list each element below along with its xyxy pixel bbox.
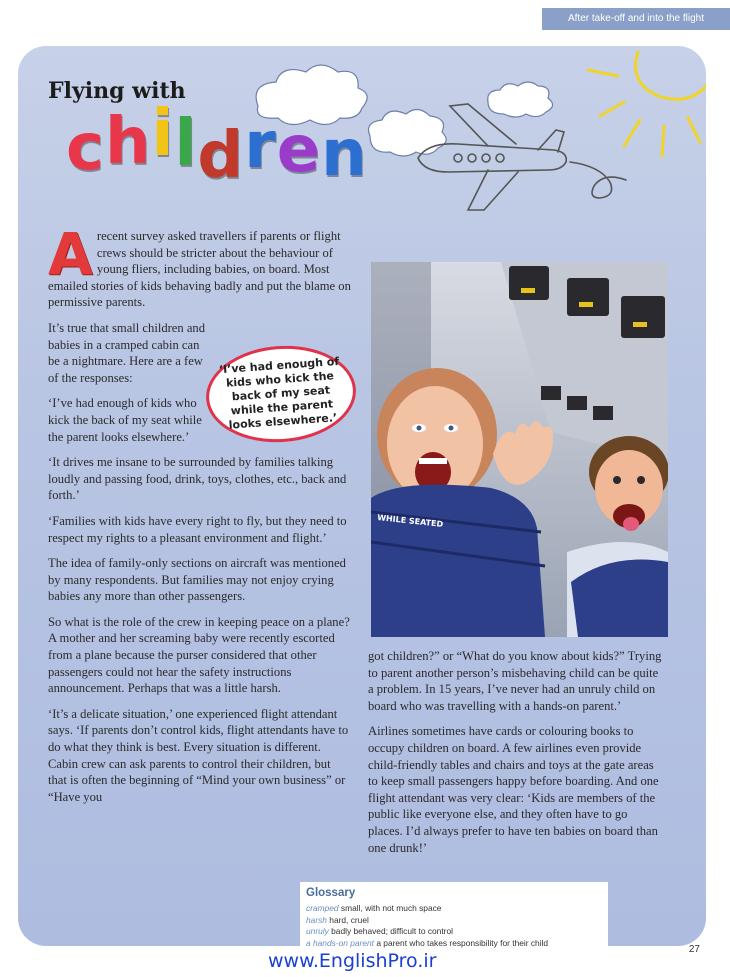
title-letter: r: [244, 109, 277, 183]
glossary-row: [306, 903, 602, 915]
pull-quote: ‘I’ve had enough of kids who kick the back of my seat while the parent looks elsewhere.’: [203, 341, 359, 447]
cloud-icon: [488, 82, 553, 117]
title-letter: n: [321, 117, 368, 191]
glossary-box: [300, 882, 608, 956]
intro-paragraph: [48, 220, 352, 311]
glossary-definition: a parent who takes responsibility for their child: [376, 937, 549, 948]
glossary-row: [306, 915, 602, 927]
sun-icon: [588, 52, 706, 156]
section-tab: After take-off and into the flight: [542, 8, 730, 30]
glossary-definition: hard, cruel: [329, 914, 369, 925]
article-right-column: [368, 648, 662, 865]
title-letter: d: [197, 119, 245, 193]
seat-text: WHILE SEATED: [376, 513, 444, 529]
paragraph-4: ‘It drives me insane to be surrounded by families talking loudly and passing food, drink, toys, clothes, etc., back and forth.’: [48, 455, 347, 503]
title-letter: l: [174, 107, 198, 181]
title-letter: e: [276, 113, 322, 187]
title-letter: c: [66, 111, 105, 185]
watermark-link[interactable]: www.EnglishPro.ir: [268, 950, 437, 972]
glossary-row: [306, 926, 602, 938]
paragraph-3: ‘I’ve had enough of kids who kick the back of my seat while the parent looks elsewhere.’: [48, 396, 202, 444]
page-number: 27: [688, 944, 700, 955]
cloud-icon: [369, 109, 447, 156]
glossary-row: [306, 938, 602, 950]
photo-illustration: [371, 262, 668, 637]
paragraph-2: It’s true that small children and babies in a cramped cabin can be a nightmare. Here are a few of the responses:: [48, 320, 206, 385]
drop-cap: A: [48, 220, 93, 288]
title-letter: i: [151, 97, 175, 171]
photo-children-on-plane: [371, 262, 668, 637]
glossary-term: a hands-on parent: [306, 937, 374, 948]
title-line1: Flying with: [48, 78, 186, 104]
intro-text: recent survey asked travellers if parents or flight crews should be stricter about the behaviour of young fliers, including babies, on board. Most emailed stories of kids behaving badly and put the blame on permissive parents.: [48, 229, 351, 310]
glossary-definition: badly behaved; difficult to control: [331, 926, 453, 936]
right-paragraph-1: got children?” or “What do you know about kids?” Trying to parent another person’s misbehaving child can be quite a problem. In 15 years, I’ve never had an unruly child on board who was travelling with a hands-on parent.’: [368, 649, 662, 713]
paragraph-5: ‘Families with kids have every right to fly, but they need to respect my rights to a pleasant environment and flight.’: [48, 513, 347, 545]
paragraph-7: So what is the role of the crew in keeping peace on a plane? A mother and her screaming baby were recently escorted from a plane because the purser considered that other passengers could not hear the safety instructions announcement. Perhaps that was a little harsh.: [48, 614, 350, 696]
glossary-term: unruly: [306, 926, 329, 936]
title-children: [66, 97, 368, 193]
glossary-term: harsh: [306, 914, 327, 925]
right-paragraph-2: Airlines sometimes have cards or colouring books to occupy children on board. A few airlines even provide child-friendly tables and chairs and toys at the gate areas to keep small passengers happy before boarding. And one flight attendant was very clear: ‘Kids are members of the public like everyone else, and they often have to go places. I’d always prefer to have ten babies on board than one drunk!’: [368, 724, 659, 855]
glossary-definition: small, with not much space: [340, 903, 442, 913]
paragraph-6: The idea of family-only sections on aircraft was mentioned by many respondents. But families may not enjoy crying babies any more than other passengers.: [48, 556, 346, 604]
airplane-icon: [418, 104, 626, 210]
title-letter: h: [104, 105, 152, 179]
top-bar: [0, 0, 730, 30]
article-left-column: [48, 220, 352, 814]
glossary-term: cramped: [306, 903, 339, 913]
glossary-heading: Glossary: [306, 887, 356, 899]
paragraph-8: ‘It’s a delicate situation,’ one experienced flight attendant says. ‘If parents don’t control kids, flight attendants have to do what they think is best. Every situation is different. Cabin crew can ask parents to control their children, but that is often the beginning of “Mind your own business” or “Have you: [48, 706, 349, 804]
